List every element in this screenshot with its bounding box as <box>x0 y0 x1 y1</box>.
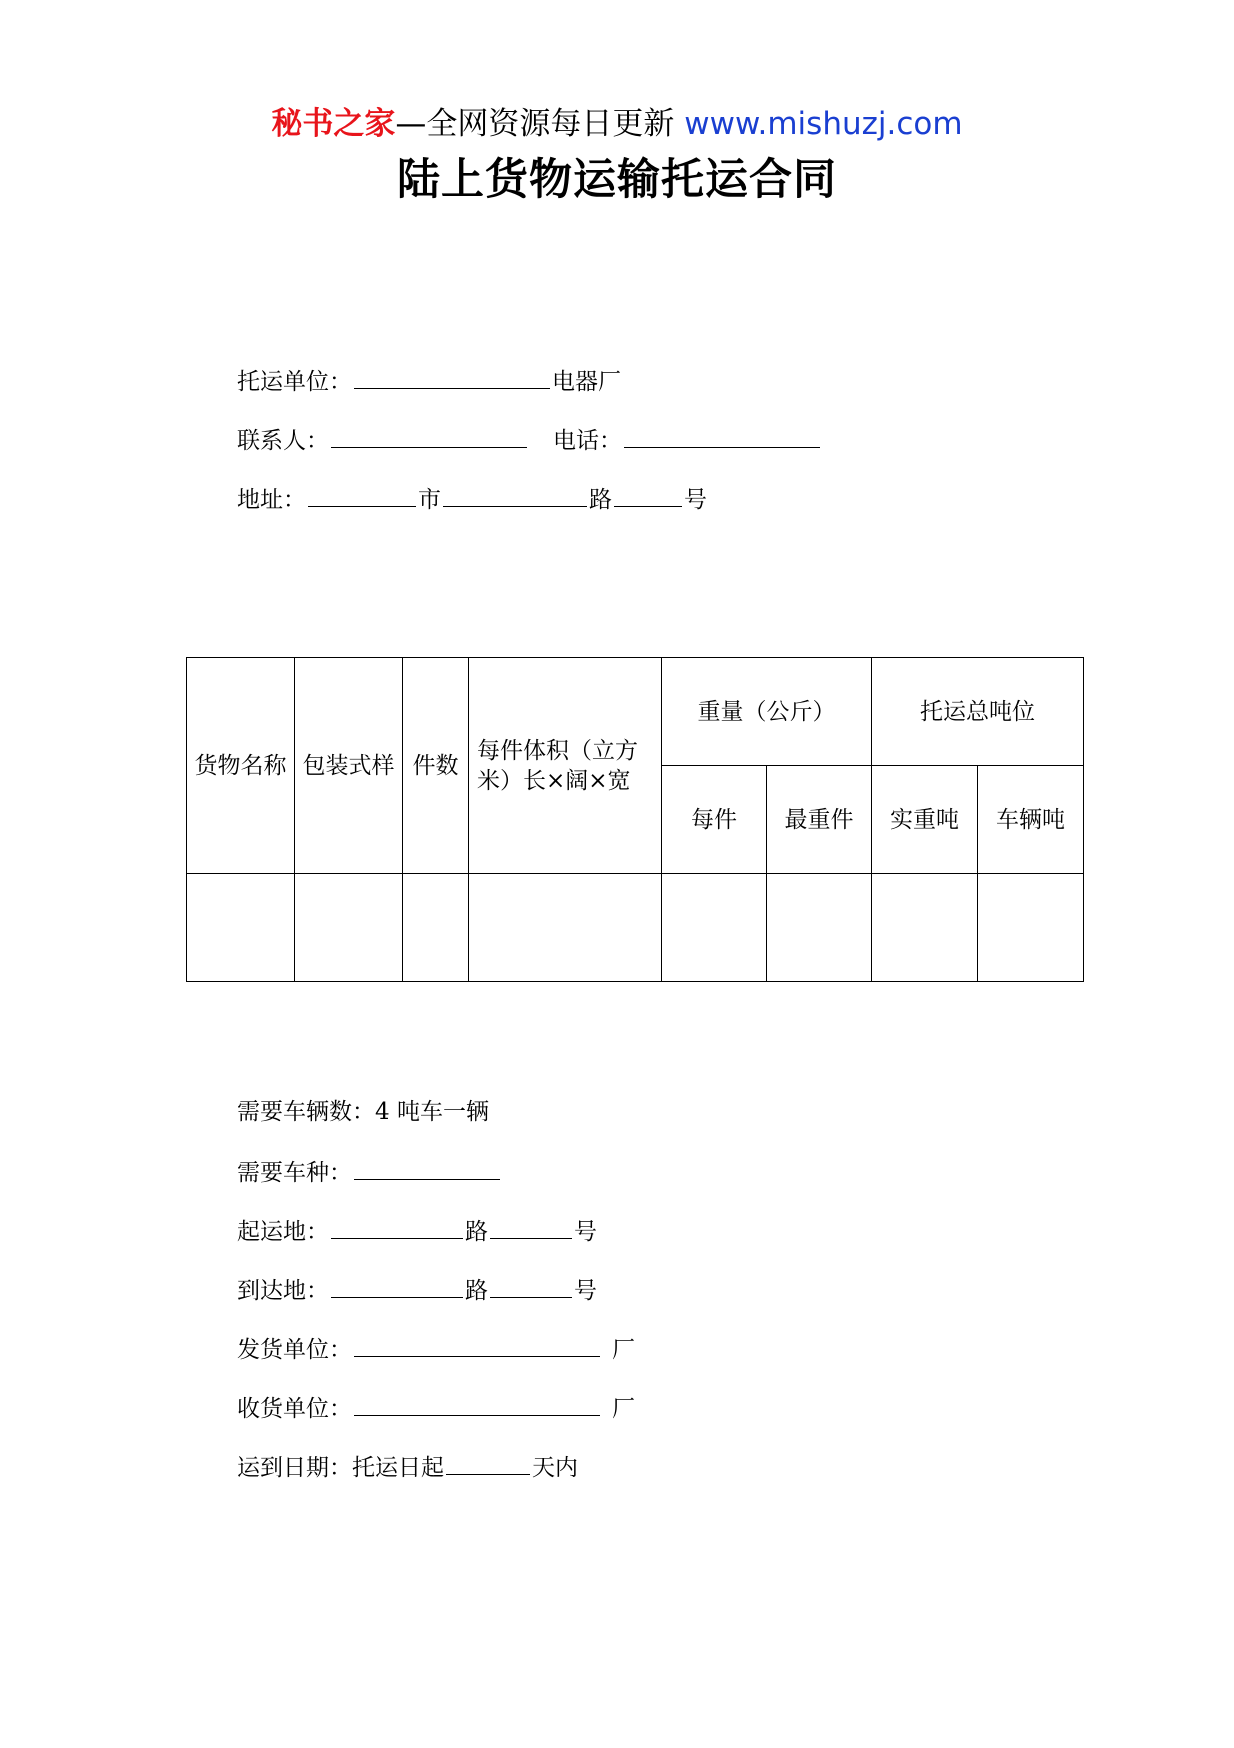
header-weight-each: 每件 <box>662 766 767 874</box>
receiver-line <box>237 1391 635 1425</box>
banner-brand: 秘书之家 <box>271 106 396 142</box>
header-weight: 重量（公斤） <box>662 658 872 766</box>
address-road-suffix: 路 <box>589 487 612 513</box>
cell-weight-each[interactable] <box>662 874 767 982</box>
phone-blank <box>624 423 820 448</box>
receiver-blank <box>354 1391 600 1416</box>
header-vehicle-ton: 车辆吨 <box>978 766 1084 874</box>
cell-volume[interactable] <box>469 874 662 982</box>
shipper-blank <box>354 1332 600 1357</box>
destination-line <box>237 1273 597 1307</box>
phone-label: 电话： <box>553 428 622 454</box>
cell-packing[interactable] <box>295 874 403 982</box>
banner-slogan: —全网资源每日更新 <box>395 106 675 142</box>
header-cargo-name: 货物名称 <box>187 658 295 874</box>
destination-road-blank <box>331 1273 463 1298</box>
delivery-label: 运到日期：托运日起 <box>237 1455 444 1481</box>
cell-actual-ton[interactable] <box>872 874 978 982</box>
cell-vehicle-ton[interactable] <box>978 874 1084 982</box>
delivery-days-blank <box>446 1450 530 1475</box>
cargo-table <box>186 657 1084 982</box>
header-tonnage: 托运总吨位 <box>872 658 1084 766</box>
consignor-unit-suffix: 电器厂 <box>552 369 621 395</box>
shipper-label: 发货单位： <box>237 1337 352 1363</box>
vehicles-label: 需要车辆数： <box>237 1099 375 1125</box>
document-title: 陆上货物运输托运合同 <box>397 155 837 205</box>
contact-label: 联系人： <box>237 428 329 454</box>
vehicles-line <box>237 1096 489 1128</box>
address-number-suffix: 号 <box>684 487 707 513</box>
banner-url[interactable]: www.mishuzj.com <box>684 106 963 142</box>
destination-number-suffix: 号 <box>574 1278 597 1304</box>
consignor-unit-line <box>237 364 621 398</box>
cell-count[interactable] <box>403 874 469 982</box>
receiver-suffix: 厂 <box>612 1396 635 1422</box>
consignor-unit-label: 托运单位： <box>237 369 352 395</box>
destination-label: 到达地： <box>237 1278 329 1304</box>
origin-label: 起运地： <box>237 1219 329 1245</box>
address-city-blank <box>308 482 416 507</box>
origin-road-suffix: 路 <box>465 1219 488 1245</box>
shipper-suffix: 厂 <box>612 1337 635 1363</box>
destination-road-suffix: 路 <box>465 1278 488 1304</box>
origin-line <box>237 1214 597 1248</box>
vehicle-type-blank <box>354 1155 500 1180</box>
delivery-suffix: 天内 <box>532 1455 578 1481</box>
vehicle-type-label: 需要车种： <box>237 1160 352 1186</box>
cell-weight-max[interactable] <box>767 874 872 982</box>
cell-cargo-name[interactable] <box>187 874 295 982</box>
address-label: 地址： <box>237 487 306 513</box>
site-banner <box>0 104 1234 144</box>
header-weight-max: 最重件 <box>767 766 872 874</box>
header-volume: 每件体积（立方米）长×阔×宽 <box>469 658 662 874</box>
shipper-line <box>237 1332 635 1366</box>
contact-blank <box>331 423 527 448</box>
address-road-blank <box>443 482 587 507</box>
header-actual-ton: 实重吨 <box>872 766 978 874</box>
address-number-blank <box>614 482 682 507</box>
address-city-suffix: 市 <box>418 487 441 513</box>
delivery-line <box>237 1450 578 1484</box>
receiver-label: 收货单位： <box>237 1396 352 1422</box>
origin-number-blank <box>490 1214 572 1239</box>
address-line <box>237 482 707 516</box>
origin-road-blank <box>331 1214 463 1239</box>
vehicles-value: 4 吨车一辆 <box>375 1099 489 1125</box>
header-count: 件数 <box>403 658 469 874</box>
destination-number-blank <box>490 1273 572 1298</box>
header-packing: 包装式样 <box>295 658 403 874</box>
table-row <box>187 874 1084 982</box>
contact-line <box>237 423 822 457</box>
origin-number-suffix: 号 <box>574 1219 597 1245</box>
vehicle-type-line <box>237 1155 502 1189</box>
consignor-unit-blank <box>354 364 550 389</box>
